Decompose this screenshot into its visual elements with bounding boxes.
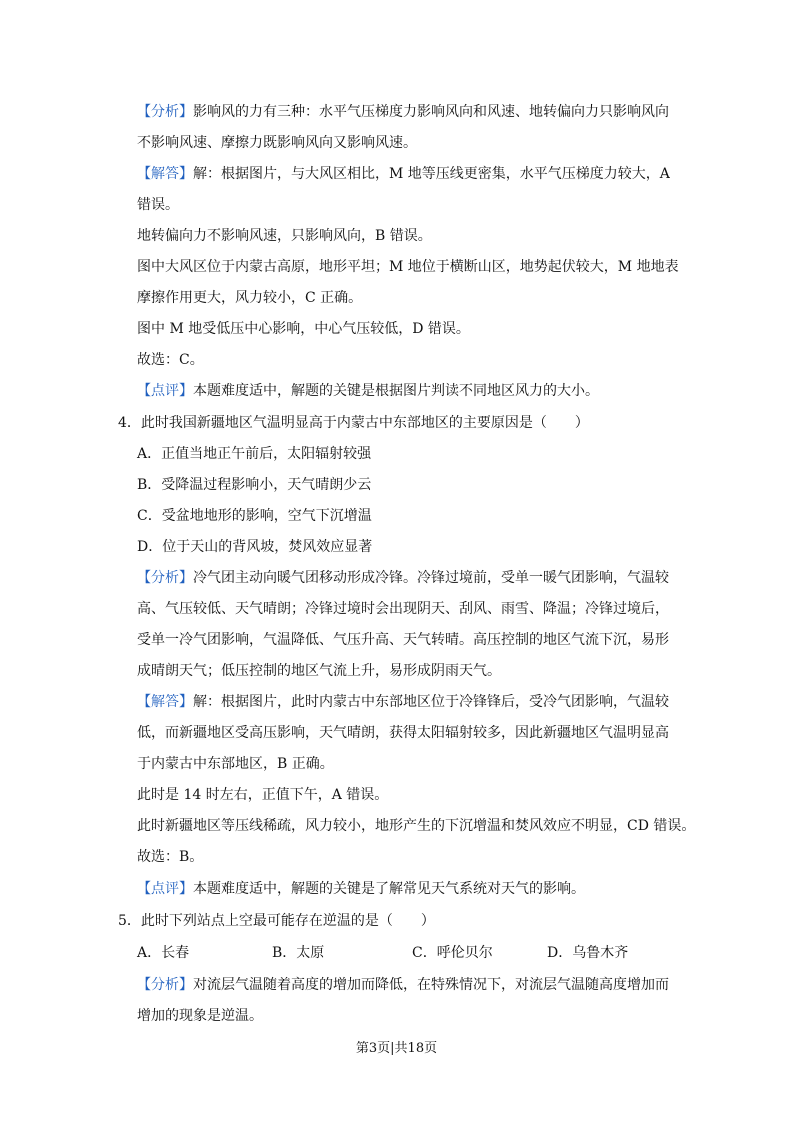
question-4-option-a: A．正值当地正午前后，太阳辐射较强 xyxy=(137,446,372,462)
answer-tag: 【解答】 xyxy=(137,166,193,182)
question-5-options xyxy=(137,943,697,963)
comment-tag: 【点评】 xyxy=(137,881,193,897)
question-5-option-c: C．呼伦贝尔 xyxy=(412,945,493,961)
page-footer: 第3页|共18页 xyxy=(355,1041,438,1056)
answer-text: 解：根据图片，此时内蒙古中东部地区位于冷锋锋后，受冷气团影响，气温较 xyxy=(193,694,669,710)
answer-text-line: 错误。 xyxy=(137,197,179,213)
analysis-tag: 【分析】 xyxy=(137,570,193,586)
analysis-paragraph xyxy=(137,975,669,995)
question-5-option-b: B．太原 xyxy=(272,945,325,961)
answer-text-line: 摩擦作用更大，风力较小，C 正确。 xyxy=(137,290,363,306)
answer-text-line: 于内蒙古中东部地区，B 正确。 xyxy=(137,756,334,772)
answer-text-line: 低，而新疆地区受高压影响，天气晴朗，获得太阳辐射较多，因此新疆地区气温明显高 xyxy=(137,725,669,741)
analysis-text: 对流层气温随着高度的增加而降低，在特殊情况下，对流层气温随高度增加而 xyxy=(193,977,669,993)
analysis-text-line: 不影响风速、摩擦力既影响风向又影响风速。 xyxy=(137,135,417,151)
comment-paragraph xyxy=(137,381,599,401)
question-4-option-c: C．受盆地地形的影响，空气下沉增温 xyxy=(137,508,372,524)
comment-tag: 【点评】 xyxy=(137,383,193,399)
answer-text-line: 地转偏向力不影响风速，只影响风向，B 错误。 xyxy=(137,228,432,244)
answer-text-line: 此时是 14 时左右，正值下午，A 错误。 xyxy=(137,787,389,803)
analysis-paragraph xyxy=(137,568,669,588)
analysis-text-line: 增加的现象是逆温。 xyxy=(137,1008,263,1024)
answer-choice: 故选：C。 xyxy=(137,352,204,368)
analysis-text-line: 受单一冷气团影响，气温降低、气压升高、天气转晴。高压控制的地区气流下沉，易形 xyxy=(137,632,669,648)
answer-text-line: 此时新疆地区等压线稀疏，风力较小，地形产生的下沉增温和焚风效应不明显，CD 错误。 xyxy=(137,818,696,834)
question-4-option-d: D．位于天山的背风坡，焚风效应显著 xyxy=(137,539,373,555)
analysis-text: 影响风的力有三种：水平气压梯度力影响风向和风速、地转偏向力只影响风向 xyxy=(193,104,669,120)
analysis-text: 冷气团主动向暖气团移动形成冷锋。冷锋过境前，受单一暖气团影响，气温较 xyxy=(193,570,669,586)
question-5-option-d: D．乌鲁木齐 xyxy=(547,945,629,961)
answer-paragraph xyxy=(137,692,669,712)
analysis-tag: 【分析】 xyxy=(137,104,193,120)
comment-text: 本题难度适中，解题的关键是根据图片判读不同地区风力的大小。 xyxy=(193,383,599,399)
analysis-text-line: 高、气压较低、天气晴朗；冷锋过境时会出现阴天、刮风、雨雪、降温；冷锋过境后， xyxy=(137,601,669,617)
question-5-stem: 5．此时下列站点上空最可能存在逆温的是（ ） xyxy=(118,913,435,929)
question-5-option-a: A．长春 xyxy=(137,945,190,961)
answer-tag: 【解答】 xyxy=(137,694,193,710)
answer-choice: 故选：B。 xyxy=(137,849,204,865)
question-4-option-b: B．受降温过程影响小，天气晴朗少云 xyxy=(137,477,372,493)
answer-text: 解：根据图片，与大风区相比，M 地等压线更密集，水平气压梯度力较大，A xyxy=(193,166,670,182)
comment-paragraph xyxy=(137,879,585,899)
answer-text-line: 图中大风区位于内蒙古高原，地形平坦；M 地位于横断山区，地势起伏较大，M 地地表 xyxy=(137,259,679,275)
analysis-tag: 【分析】 xyxy=(137,977,193,993)
question-4-stem: 4．此时我国新疆地区气温明显高于内蒙古中东部地区的主要原因是（ ） xyxy=(118,415,589,431)
answer-paragraph xyxy=(137,164,670,184)
analysis-paragraph xyxy=(137,102,669,122)
analysis-text-line: 成晴朗天气；低压控制的地区气流上升，易形成阴雨天气。 xyxy=(137,663,501,679)
comment-text: 本题难度适中，解题的关键是了解常见天气系统对天气的影响。 xyxy=(193,881,585,897)
answer-text-line: 图中 M 地受低压中心影响，中心气压较低，D 错误。 xyxy=(137,321,470,337)
